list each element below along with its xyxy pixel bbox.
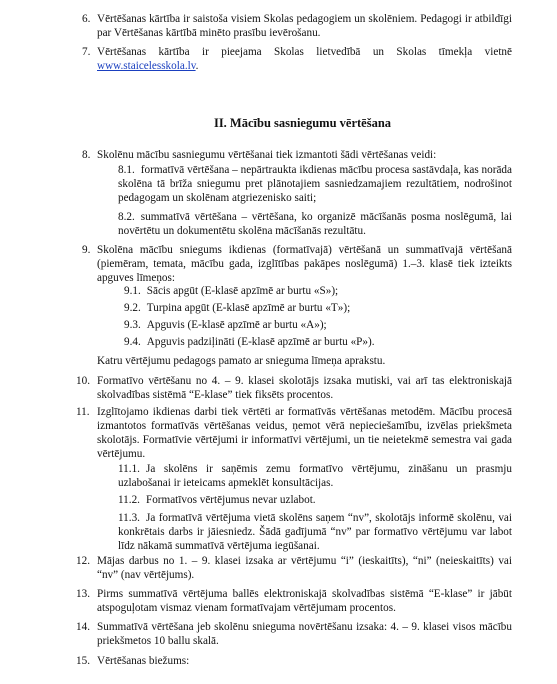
- paragraph-8: Skolēnu mācību sasniegumu vērtēšanai tiek izmantoti šādi vērtēšanas veidi:: [97, 149, 437, 161]
- item-number: 8.2.: [118, 211, 135, 223]
- paragraph-8-1-text: formatīvā vērtēšana – nepārtraukta ikdienas mācību procesa sastāvdaļa, kas norāda skolēna tā brīža sniegumu pret plānotajiem sasniedzamajiem rezultātiem, nodrošinot pedagogam un skolēnam atgriezenisko saiti;: [118, 164, 512, 204]
- paragraph-11-1-text: Ja skolēns ir saņēmis zemu formatīvo vērtējumu, zināšanu un prasmju uzlabošanai ir ieteicams apmeklēt konsultācijas.: [118, 463, 512, 489]
- paragraph-10: Formatīvo vērtēšanu no 4. – 9. klasei skolotājs izsaka mutiski, vai arī tas elektroniskajā skolvadības sistēmā “E-klase” tiek fiksēts procentos.: [97, 375, 512, 401]
- paragraph-9-4-text: Apguvis padziļināti (E-klasē apzīmē ar burtu «P»).: [146, 336, 375, 348]
- paragraph-8-2-text: summatīvā vērtēšana – vērtēšana, ko organizē mācīšanās posma noslēgumā, lai novērtētu un dokumentētu skolēna mācīšanās rezultātu.: [118, 211, 512, 237]
- school-website-link[interactable]: www.staicelesskola.lv: [97, 60, 196, 72]
- paragraph-9-4: [124, 335, 504, 349]
- paragraph-13: Pirms summatīvā vērtējuma ballēs elektroniskajā skolvadības sistēmā “E-klase” ir jābūt atspoguļotam vismaz vienam formatīvajam vērtējumam procentos.: [97, 588, 512, 614]
- paragraph-9-3: [124, 318, 504, 332]
- paragraph-9-3-text: Apguvis (E-klasē apzīmē ar burtu «A»);: [146, 319, 327, 331]
- item-number: 8.: [82, 149, 91, 161]
- paragraph-9: Skolēna mācību sniegums ikdienas (formatīvajā) vērtēšanā un summatīvajā vērtēšanā (piemēram, temata, mācību gada, izglītības pakāpes noslēgumā) 1.–3. klasē tiek izteikts apguves līmeņos:: [97, 244, 512, 284]
- item-number: 9.3.: [124, 319, 141, 331]
- paragraph-9-note: Katru vērtējumu pedagogs pamato ar snieguma līmeņa aprakstu.: [97, 355, 386, 367]
- paragraph-11: Izglītojamo ikdienas darbi tiek vērtēti ar formatīvās vērtēšanas metodēm. Mācību procesā izmantotos formatīvās vērtēšanas veidus, ņemot vērā nepieciešamību, izvēlas priekšmeta skolotājs. Formatīvie vērtējumi ir informatīvi vērtējumi, un tie neietekmē semestra vai gada vērtējumu.: [97, 406, 512, 460]
- item-number: 9.4.: [124, 336, 141, 348]
- paragraph-7-text: Vērtēšanas kārtība ir pieejama Skolas lietvedībā un Skolas tīmekļa vietnē: [97, 46, 512, 58]
- item-number: 11.1.: [118, 463, 140, 475]
- paragraph-14: Summatīvā vērtēšana jeb skolēnu snieguma novērtēšanu izsaka: 4. – 9. klasei visos mācību priekšmetos 10 ballu skalā.: [97, 621, 512, 647]
- paragraph-11-2-text: Formatīvos vērtējumus nevar uzlabot.: [145, 494, 316, 506]
- item-number: 9.1.: [124, 285, 141, 297]
- item-number: 12.: [76, 555, 90, 567]
- paragraph-9-1: [124, 284, 504, 298]
- item-number: 8.1.: [118, 164, 135, 176]
- item-number: 11.2.: [118, 494, 140, 506]
- paragraph-6: Vērtēšanas kārtība ir saistoša visiem Skolas pedagogiem un skolēniem. Pedagogi ir atbildīgi par Vērtēšanas kārtībā minēto prasību ievērošanu.: [97, 13, 512, 39]
- item-number: 14.: [76, 621, 90, 633]
- item-number: 9.2.: [124, 302, 141, 314]
- paragraph-11-1: [118, 462, 512, 490]
- paragraph-12: Mājas darbus no 1. – 9. klasei izsaka ar vērtējumu “i” (ieskaitīts), “ni” (neieskaitīts) vai “nv” (nav vērtējums).: [97, 555, 512, 581]
- item-number: 15.: [76, 655, 90, 667]
- paragraph-9-2: [124, 301, 504, 315]
- paragraph-7: [97, 45, 512, 73]
- paragraph-15: Vērtēšanas biežums:: [97, 655, 190, 667]
- item-number: 13.: [76, 588, 90, 600]
- item-number: 7.: [82, 46, 91, 58]
- item-number: 11.: [76, 406, 90, 418]
- paragraph-8-2: [118, 210, 512, 238]
- item-number: 10.: [76, 375, 90, 387]
- paragraph-9-2-text: Turpina apgūt (E-klasē apzīmē ar burtu «T»);: [146, 302, 351, 314]
- paragraph-11-2: [118, 493, 512, 507]
- paragraph-8-1: [118, 163, 512, 205]
- paragraph-7-end: .: [195, 60, 199, 72]
- paragraph-11-3-text: Ja formatīvā vērtējuma vietā skolēns saņem “nv”, skolotājs informē skolēnu, vai konkrētais darbs ir jāiesniedz. Šādā gadījumā “nv” par formatīvo vērtējumu var labot līdz nākamā summatīvā vērtējuma iegūšanai.: [118, 512, 512, 552]
- item-number: 6.: [82, 13, 91, 25]
- item-number: 9.: [82, 244, 91, 256]
- item-number: 11.3.: [118, 512, 140, 524]
- paragraph-9-1-text: Sācis apgūt (E-klasē apzīmē ar burtu «S»);: [146, 285, 339, 297]
- section-heading: II. Mācību sasniegumu vērtēšana: [213, 116, 392, 130]
- paragraph-11-3: [118, 511, 512, 553]
